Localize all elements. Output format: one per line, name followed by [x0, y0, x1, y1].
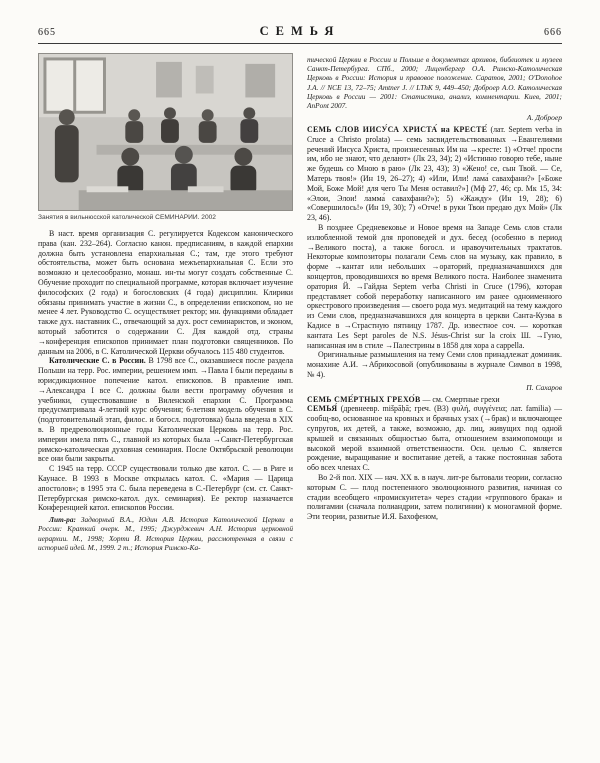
entry-title-seven-words: СЕМЬ СЛОВ ИИСУ́СА ХРИСТА́ на КРЕСТЕ́: [307, 125, 488, 135]
entry-seven-deadly-sins-ref: — см. Смертные грехи: [422, 394, 500, 404]
subheading-catholic-seminaries-russia: Католические С. в России.: [49, 356, 146, 366]
left-column: [38, 53, 293, 552]
entry-seven-words-lead: (лат. Septem verba in Cruce a Christo prolata) — семь засвидетельствованных →Евангелиями речений Иисуса Христа, произнесенных Им на →кресте: 1) «Отче! прости им, ибо не знают, что делают» (Лк 23, 34); 2) «Истинно говорю тебе, ныне же будешь со Мною в раю» (Лк 23, 43); 3) «Жено! се, сын Твой. — Се, Матерь твоя!» (Ин 19, 26–27); 4) «Или, Или! лама́ савахфани?» [«Боже Мой, Боже Мой! для чего Ты Меня оставил?»] (Мф 27, 46; ср. Мк 15, 34: «Элои, Элои! ламма́ савахфани?»); 5) «Жажду» (Ин 19, 28); 6) «Совершилось!» (Ин 19, 30); 7) «Отче! в руки Твои предаю дух Мой» (Лк 23, 46).: [307, 125, 563, 223]
seminary-classroom-photo: [38, 53, 293, 211]
page-number-right: 666: [543, 27, 562, 38]
literature-continuation: тической Церкви в России и Польше в документах архивов, библиотек и музеев Санкт-Петербурга. СПб., 2000; Лиценбергер О.А. Римско-Католическая Церковь в России: История и правовое положение. Саратов, 2001; O'Donohoe J.A. // NCE 13, 72–75; Amtner J. // LThK 9, 449–450; Доброер А.О. Католическая Церковь в России — 2001: Статистика, анализ, комментарии. Киев, 2001; AnPont 2007.: [307, 55, 562, 111]
entry-title-seven-deadly-sins: СЕМЬ СМЕ́РТНЫХ ГРЕХО́В: [307, 394, 421, 404]
paragraph-ussr-seminaries: С 1945 на терр. СССР существовали только две катол. С. — в Риге и Каунасе. В 1993 в Москве открылась катол. С. «Мария — Царица апостолов»; в 1995 эта С. была переведена в С.-Петербург (см. ст. Санкт-Петербургская римско-катол. дух. семинария). Ее ректор назначается Конференцией катол. епископов России.: [38, 464, 293, 513]
paragraph-seminary-organization: В наст. время организация С. регулируется Кодексом канонического права (кан. 232–264). Согласно канон. предписаниям, в каждой епархии должна быть установлена епархиальная С.; там, где этого требуют обстоятельства, может быть основана межъепархиальная С. Если это возможно и целесообразно, монаш. ин-ты могут создать собственные С. Обучение проходит по специальной программе, которая включает изучение философских (2 года) и богословских (4 года) дисциплин. Клирики обязаны принимать участие в жизни С., в определении епископом, но не менее 4 лет. Руководство С. осуществляет ректор; мн. функциями обладает также дух. наставник С., отвечающий за дух. рост семинаристов, и эконом, который заботится о содержании С. Для каждой отд. страны →конференция епископов принимает план подготовки священников. По данным на 2006, в С. Католической Церкви обучалось 115 480 студентов.: [38, 229, 293, 356]
entry-title-family: СЕМЬЯ́: [307, 404, 338, 414]
paragraph-catholic-seminaries-russia: [38, 356, 293, 464]
author-signature-dobroer: А. Доброер: [526, 113, 562, 123]
entry-seven-words: [307, 125, 562, 223]
page-number-left: 665: [38, 27, 56, 38]
entry-seven-words-p3: Оригинальные размышления на тему Семи слов принадлежат доминик. монахине А.И. →Абрикосовой (опубликованы в журнале Символ в 1998, № 4).: [307, 350, 562, 379]
photo-caption: Занятия в вильнюсской католической СЕМИНАРИИ. 2002: [38, 214, 216, 221]
entry-family-p2: Во 2-й пол. XIX — нач. XX в. в науч. лит-ре бытовали теории, согласно которым С. — плод постепенного эволюционного развития, начиная со стадии всеобщего «промискуитета» через стадии «группового брака» и полигамии (сначала полиандрии, затем полигинии) к моногамной форме. Эти теории, развитые И.Я. Бахофеном,: [307, 472, 562, 522]
page-header: [38, 24, 562, 39]
entry-seven-deadly-sins: [307, 395, 562, 405]
header-rule: [38, 43, 562, 44]
entry-family-lead: (древнеевр. mišpāḥā; греч. (ВЗ) φυλή, συγγένεια; лат. familia) — сообщ-во, основанное на кровных и брачных узах (→брак) и включающее супругов, их детей, а также, возможно, др. лиц, живущих под одной крышей и связанных общностью быта, отношением взаимопомощи и высокой мерой взаимной ответственности. Осн. целью С. является рождение, выращивание и воспитание детей, а также постоянная забота обо всех членах С.: [307, 404, 562, 473]
literature-left: [38, 515, 293, 552]
entry-seven-words-p2: В позднее Средневековье и Новое время на Западе Семь слов стали излюбленной темой для проповедей и дух. бесед (особенно в период →Великого поста), а также богосл. и нравоучительных трактатов. Некоторые композиторы полагали Семь слов на музыку, как правило, в форме →кантат или небольших →ораторий, предназначавшихся для концертов, проводившихся во время Великого поста. Наиболее знаменита оратория Й. →Гайдна Septem verba Christi in Cruce (1796), которая представляет собой переработку написанного им ранее одноименного оркестрового произведения — своего рода муз. медитаций на тему каждого из Семи слов, предназначавшихся для концерта в церкви Санта-Куэва в Кадисе в →Страстную пятницу 1787. Др. известное соч. — короткая кантата Les Sept paroles de N.S. Jésus-Christ sur la croix Ш. →Гуно, написанная им в стиле →Палестрины в 1858 для хора a cappella.: [307, 222, 563, 350]
entry-family: [307, 404, 562, 473]
seminary-figure: [38, 53, 293, 222]
literature-left-text: Задворный В.А., Юдин А.В. История Католической Церкви в России: Краткий очерк. М., 1995; Джурджевич А.Н. История церковной иерархии. М., 1998; Хорти Й. История Церкви, рассмотренная в связи с историей идей. М., 1999. 2 т.; История Римско-Ка-: [38, 515, 293, 552]
text-columns: [38, 53, 562, 552]
paragraph-catholic-seminaries-russia-text: В 1798 все С., оказавшиеся после раздела Польши на терр. Рос. империи, решением имп. →Павла I были переданы в юрисдикционное попечение катол. епископов. В правление имп. →Александра I все С. должны были вести программу обучения и учебники, существовавшие в Виленской епархии С. Программа предусматривала 4-летний курс обучения; 6-летняя модель обучения в С. (подготовительный этап, филос. и богосл. подготовка) была введена в XIX в. В предреволюционные годы Католическая Церковь на терр. Рос. империи имела пять С., главной из которых была →Санкт-Петербургская римско-католическая духовная семинария. После Октябрьской революции все они были закрыты.: [38, 356, 293, 464]
running-title: СЕМЬЯ: [259, 24, 341, 38]
author-signature-sakharov: П. Сахаров: [526, 382, 562, 392]
literature-label: Лит-ра:: [49, 515, 76, 525]
right-column: [307, 53, 562, 552]
